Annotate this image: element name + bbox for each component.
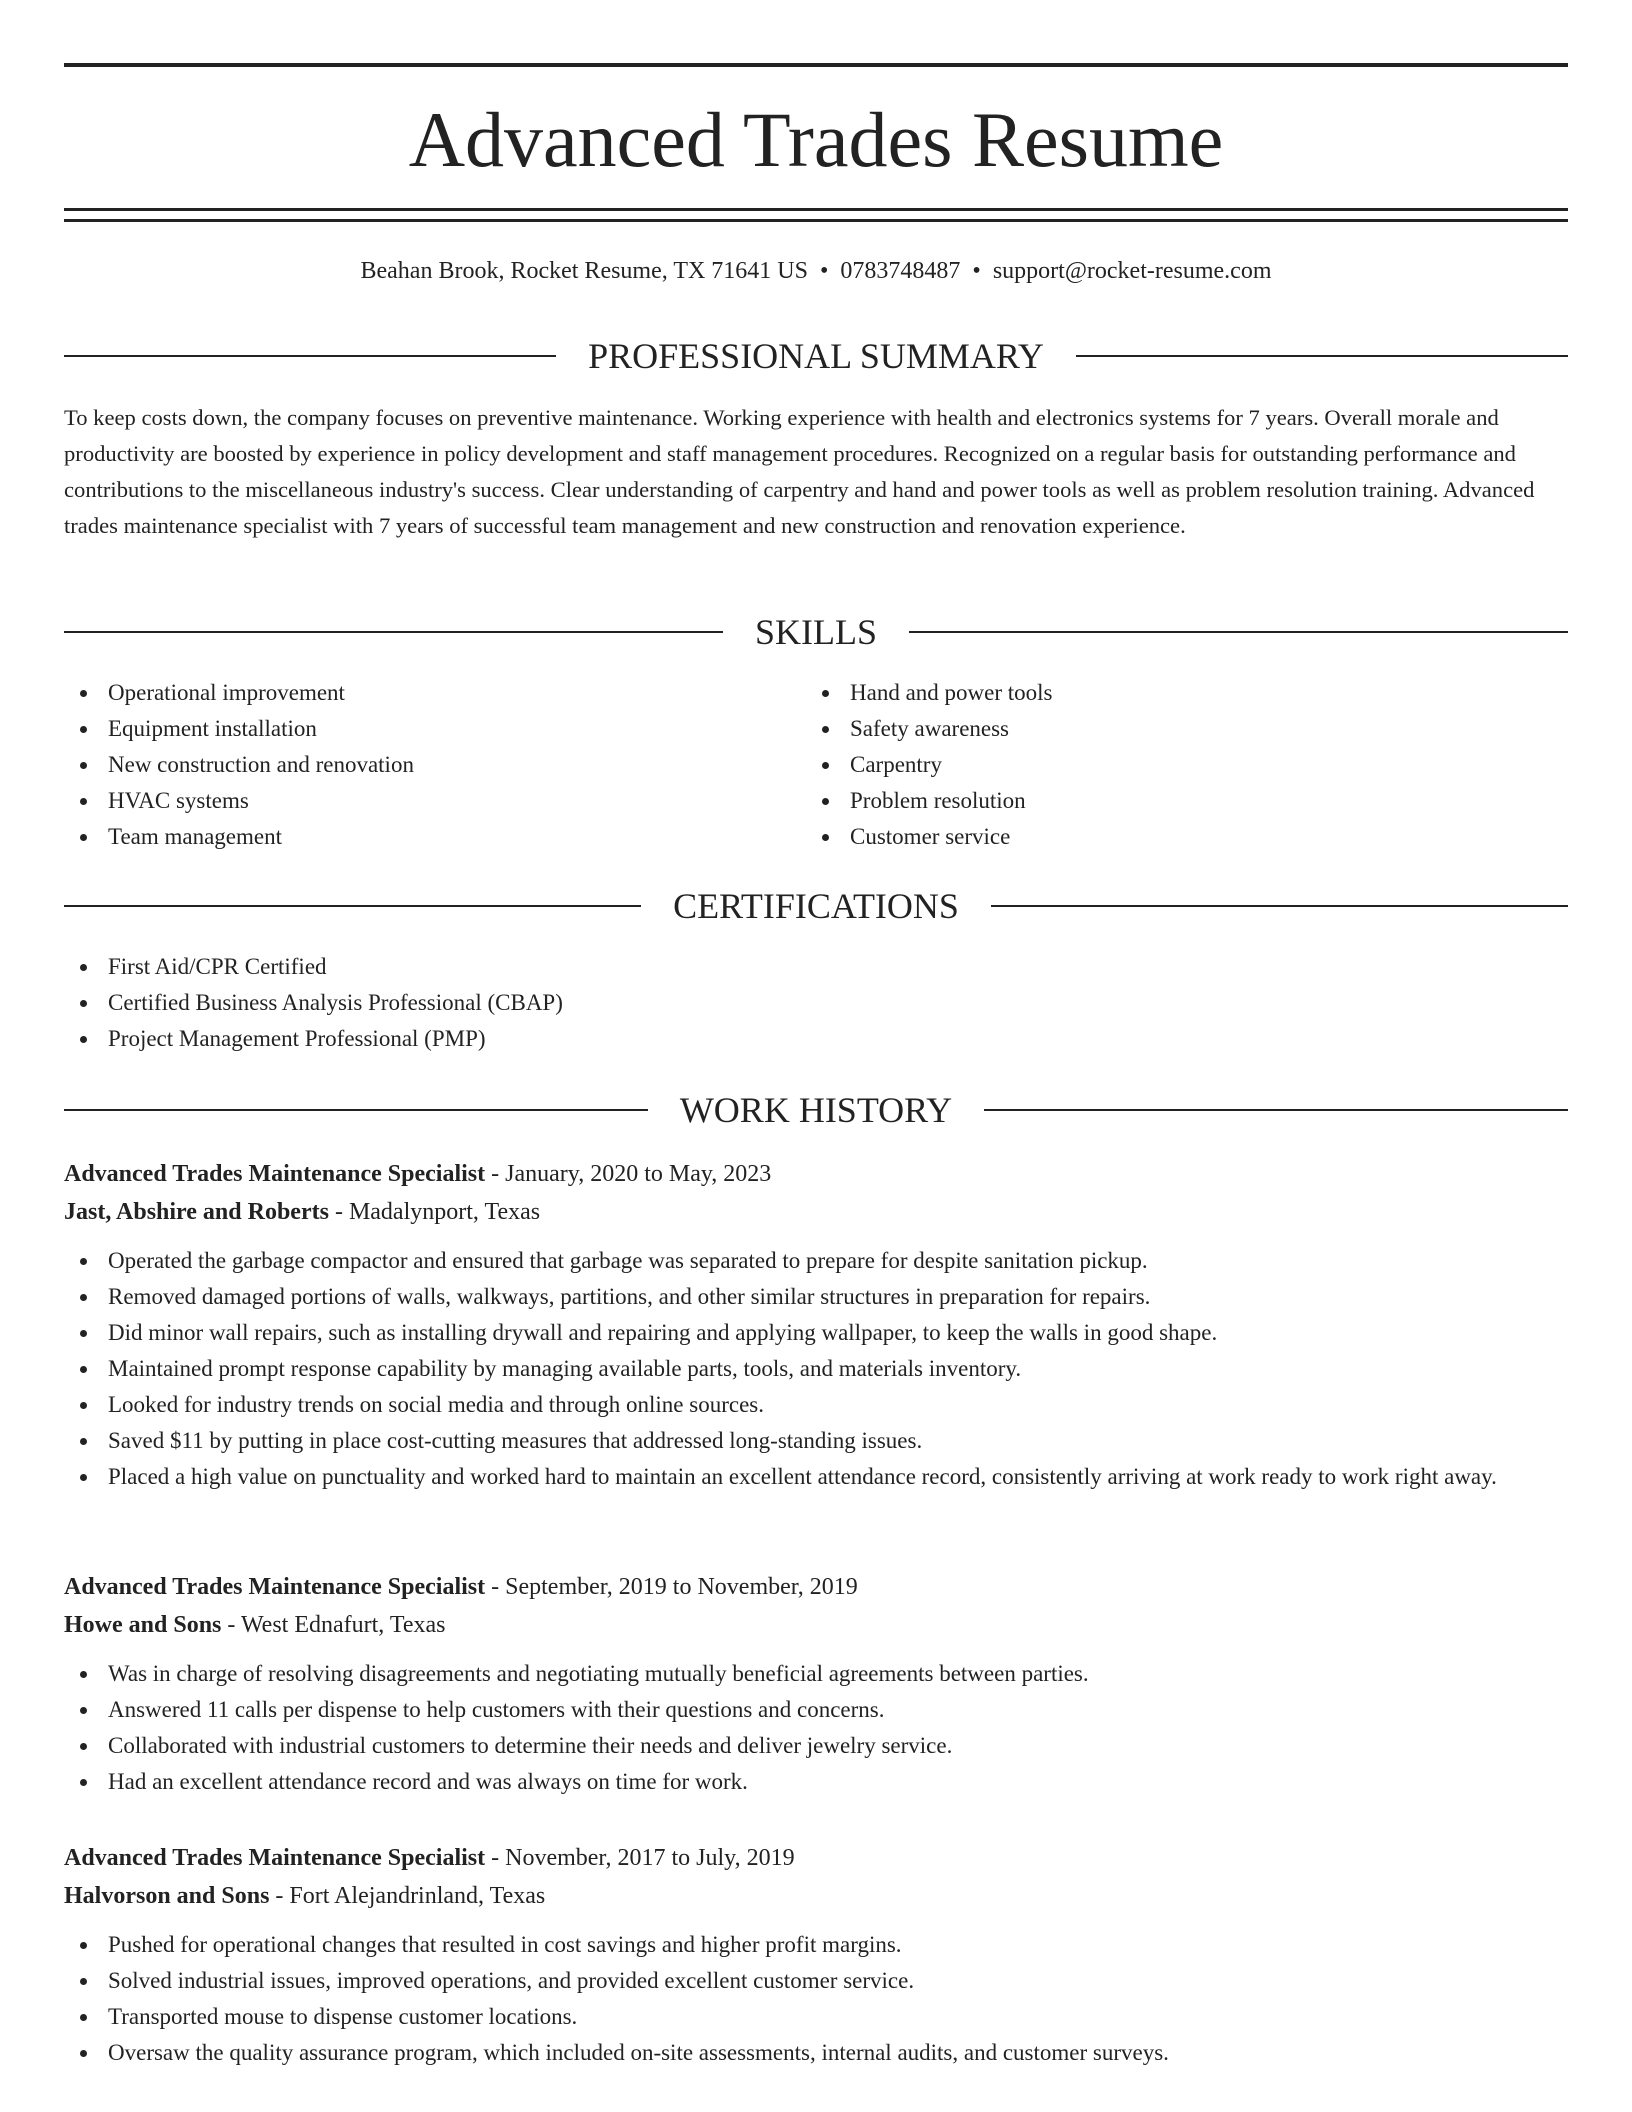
job-duty: Placed a high value on punctuality and worked hard to maintain an excellent attendance record, consistently arriving at work ready to work right away. [64,1459,1568,1495]
heading-rule [984,1109,1568,1111]
job-company: Halvorson and Sons [64,1883,270,1909]
job-company-line: Jast, Abshire and Roberts - Madalynport, Texas [64,1199,541,1225]
job-title-line: Advanced Trades Maintenance Specialist - September, 2019 to November, 2019 [64,1574,858,1600]
section-heading-work-history [64,1088,1568,1132]
job-duty: Maintained prompt response capability by managing available parts, tools, and materials inventory. [64,1351,1568,1387]
section-title: SKILLS [755,612,878,652]
contact-email: support@rocket-resume.com [992,258,1272,284]
skill-item: Hand and power tools [806,675,1546,711]
section-heading-summary [64,334,1568,378]
job-duties-list [64,1927,1568,2071]
double-rule [64,208,1568,222]
job-company-line: Howe and Sons - West Ednafurt, Texas [64,1612,446,1638]
skills-list-right [806,675,1546,855]
job-duty: Oversaw the quality assurance program, which included on-site assessments, internal audits, and customer surveys. [64,2035,1568,2071]
heading-rule [64,631,723,633]
job-duties-list [64,1656,1568,1800]
job-duty: Operated the garbage compactor and ensured that garbage was separated to prepare for despite sanitation pickup. [64,1243,1568,1279]
contact-phone: 0783748487 [840,258,961,284]
contact-address: Beahan Brook, Rocket Resume, TX 71641 US [360,258,808,284]
job-duty: Did minor wall repairs, such as installing drywall and repairing and applying wallpaper, to keep the walls in good shape. [64,1315,1568,1351]
job-duties-list [64,1243,1568,1495]
certifications-list [64,949,1568,1057]
contact-line [64,254,1568,288]
job-duty: Solved industrial issues, improved operations, and provided excellent customer service. [64,1963,1568,1999]
heading-rule [991,905,1568,907]
summary-paragraph: To keep costs down, the company focuses on preventive maintenance. Working experience with health and electronics systems for 7 years. Overall morale and productivity are boosted by experience in policy development and staff management procedures. Recognized on a regular basis for outstanding performance and contributions to the miscellaneous industry's success. Clear understanding of carpentry and hand and power tools as well as problem resolution training. Advanced trades maintenance specialist with 7 years of successful team management and new construction and renovation experience. [64,405,1535,538]
section-heading-skills [64,610,1568,654]
job-entry [64,1155,1568,1495]
certification-item: First Aid/CPR Certified [64,949,1568,985]
job-duty: Looked for industry trends on social media and through online sources. [64,1387,1568,1423]
certification-item: Certified Business Analysis Professional (CBAP) [64,985,1568,1021]
job-title: Advanced Trades Maintenance Specialist [64,1845,486,1871]
resume-title: Advanced Trades Resume [408,96,1224,183]
heading-rule [64,905,641,907]
skill-item: Equipment installation [64,711,804,747]
job-duty: Saved $11 by putting in place cost-cutting measures that addressed long-standing issues. [64,1423,1568,1459]
job-location: Madalynport, Texas [348,1199,541,1225]
heading-rule [1076,355,1568,357]
skill-item: HVAC systems [64,783,804,819]
job-duty: Transported mouse to dispense customer locations. [64,1999,1568,2035]
skill-item: Customer service [806,819,1546,855]
job-duty: Removed damaged portions of walls, walkways, partitions, and other similar structures in preparation for repairs. [64,1279,1568,1315]
skills-list-left [64,675,804,855]
skill-item: Problem resolution [806,783,1546,819]
job-title-line: Advanced Trades Maintenance Specialist - January, 2020 to May, 2023 [64,1161,772,1187]
job-location: West Ednafurt, Texas [240,1612,446,1638]
job-entry [64,1839,1568,2071]
job-company: Howe and Sons [64,1612,222,1638]
job-title-line: Advanced Trades Maintenance Specialist - November, 2017 to July, 2019 [64,1845,795,1871]
job-title: Advanced Trades Maintenance Specialist [64,1574,486,1600]
top-rule [64,63,1568,67]
job-location: Fort Alejandrinland, Texas [289,1883,546,1909]
job-duty: Answered 11 calls per dispense to help customers with their questions and concerns. [64,1692,1568,1728]
contact-separator: • [820,258,829,284]
skill-item: Team management [64,819,804,855]
job-entry [64,1568,1568,1800]
job-duty: Was in charge of resolving disagreements and negotiating mutually beneficial agreements between parties. [64,1656,1568,1692]
skill-item: Safety awareness [806,711,1546,747]
job-company-line: Halvorson and Sons - Fort Alejandrinland, Texas [64,1883,546,1909]
section-heading-certifications [64,884,1568,928]
contact-separator: • [972,258,981,284]
section-title: PROFESSIONAL SUMMARY [588,336,1044,376]
job-company: Jast, Abshire and Roberts [64,1199,329,1225]
job-dates: January, 2020 to May, 2023 [505,1161,772,1187]
heading-rule [909,631,1568,633]
job-duty: Collaborated with industrial customers to determine their needs and deliver jewelry service. [64,1728,1568,1764]
section-title: WORK HISTORY [679,1090,953,1130]
skill-item: Carpentry [806,747,1546,783]
certification-item: Project Management Professional (PMP) [64,1021,1568,1057]
skill-item: New construction and renovation [64,747,804,783]
job-dates: September, 2019 to November, 2019 [505,1574,858,1600]
job-title: Advanced Trades Maintenance Specialist [64,1161,486,1187]
heading-rule [64,355,556,357]
job-duty: Pushed for operational changes that resulted in cost savings and higher profit margins. [64,1927,1568,1963]
job-duty: Had an excellent attendance record and was always on time for work. [64,1764,1568,1800]
job-dates: November, 2017 to July, 2019 [505,1845,795,1871]
heading-rule [64,1109,648,1111]
skill-item: Operational improvement [64,675,804,711]
section-title: CERTIFICATIONS [673,886,959,926]
